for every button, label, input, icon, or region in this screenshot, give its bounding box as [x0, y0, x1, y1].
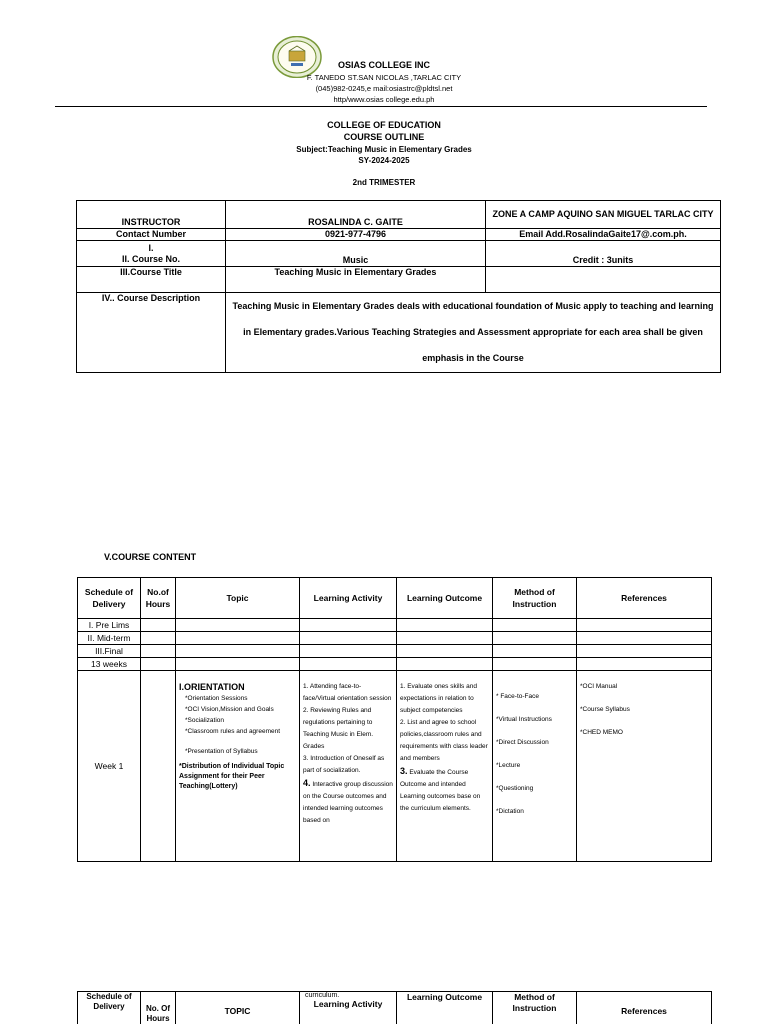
col-schedule: Schedule of Delivery	[78, 992, 141, 1024]
method-item: * Face-to-Face	[496, 693, 539, 700]
outcome-item	[400, 765, 489, 815]
subject-line: Subject:Teaching Music in Elementary Grades	[296, 145, 472, 154]
method-item: *Lecture	[496, 762, 521, 769]
method-item: *Direct Discussion	[496, 739, 549, 746]
outcome-number: 3.	[400, 766, 408, 776]
topic-item: *Classroom rules and agreement	[185, 728, 281, 735]
course-content-table	[77, 577, 712, 862]
col-topic: TOPIC	[176, 992, 300, 1024]
topic-distribution: *Distribution of Individual Topic Assignment for their Peer Teaching(Lottery)	[179, 763, 285, 790]
col-hours: No.of Hours	[141, 578, 176, 619]
credit-value: Credit : 3units	[486, 241, 721, 267]
activity-item: 1. Attending face-to-face/Virtual orientation session	[303, 683, 392, 702]
email-value: Email Add.RosalindaGaite17@.com.ph.	[486, 229, 721, 241]
col-method: Method of Instruction	[493, 992, 577, 1024]
course-info-table	[76, 200, 721, 373]
activity-item: 3. Introduction of Oneself as part of socialization.	[303, 755, 385, 774]
course-no-label: II. Course No.	[121, 253, 180, 264]
schedule-final: III.Final	[78, 645, 141, 658]
outcome-item: 1. Evaluate ones skills and expectations in relation to subject competencies	[400, 683, 477, 714]
topic-item: *Socialization	[185, 717, 225, 724]
col-references: References	[577, 578, 712, 619]
label-i: I.	[148, 242, 154, 253]
course-content-table-continued	[77, 991, 712, 1024]
outcome-item: 2. List and agree to school policies,classroom rules and requirements with class leader and members	[400, 719, 488, 762]
col-schedule: Schedule of Delivery	[78, 578, 141, 619]
activity-item	[303, 777, 393, 827]
school-website: http/www.osias college.edu.ph	[333, 95, 435, 104]
week-1-activity	[300, 671, 397, 862]
week-1-methods	[493, 671, 577, 862]
week-1-topic	[176, 671, 300, 862]
col-method: Method of Instruction	[493, 578, 577, 619]
contact-label: Contact Number	[77, 229, 226, 241]
col-outcome: Learning Outcome	[397, 578, 493, 619]
activity-header: Learning Activity	[313, 999, 383, 1009]
activity-text: Interactive group discussion on the Course outcomes and intended learning outcomes based on	[303, 781, 393, 824]
schedule-prelims: I. Pre Lims	[78, 619, 141, 632]
reference-item: *CHED MEMO	[580, 729, 623, 736]
topic-item: *OCI Vision,Mission and Goals	[185, 706, 274, 713]
topic-title: I.ORIENTATION	[179, 682, 245, 692]
week-1-label: Week 1	[78, 671, 141, 862]
method-item: *Dictation	[496, 808, 524, 815]
course-content-heading: V.COURSE CONTENT	[104, 552, 197, 562]
school-contact: (045)982-0245,e mail:osiastrc@pldtsl.net	[315, 84, 453, 93]
school-year: SY-2024-2025	[358, 156, 410, 165]
header-divider	[55, 106, 707, 107]
course-title-value: Teaching Music in Elementary Grades	[226, 267, 486, 293]
activity-number: 4.	[303, 778, 311, 788]
instructor-address: ZONE A CAMP AQUINO SAN MIGUEL TARLAC CITY	[486, 201, 721, 229]
course-title-label: III.Course Title	[77, 267, 226, 293]
schedule-midterm: II. Mid-term	[78, 632, 141, 645]
week-1-outcome	[397, 671, 493, 862]
method-item: *Virtual Instructions	[496, 716, 552, 723]
instructor-value: ROSALINDA C. GAITE	[226, 201, 486, 229]
week-1-references	[577, 671, 712, 862]
col-outcome: Learning Outcome	[397, 992, 493, 1024]
method-item: *Questioning	[496, 785, 534, 792]
col-references: References	[577, 992, 712, 1024]
col-activity	[300, 992, 397, 1024]
document-type: COURSE OUTLINE	[343, 132, 425, 142]
col-topic: Topic	[176, 578, 300, 619]
activity-item: 2. Reviewing Rules and regulations pertaining to Teaching Music in Elem. Grades	[303, 707, 374, 750]
col-activity: Learning Activity	[300, 578, 397, 619]
contact-value: 0921-977-4796	[226, 229, 486, 241]
course-no-cell	[77, 241, 226, 267]
outcome-text: Evaluate the Course Outcome and intended Learning outcomes base on the curriculum elements.	[400, 769, 481, 812]
topic-item: *Orientation Sessions	[185, 695, 248, 702]
instructor-label: INSTRUCTOR	[77, 201, 226, 229]
continued-text: curriculum.	[305, 992, 340, 999]
school-address: F. TANEDO ST.SAN NICOLAS ,TARLAC CITY	[306, 73, 462, 82]
col-hours: No. Of Hours	[141, 992, 176, 1024]
schedule-weeks: 13 weeks	[78, 658, 141, 671]
reference-item: *OCI Manual	[580, 683, 618, 690]
reference-item: *Course Syllabus	[580, 706, 630, 713]
course-desc-label: IV.. Course Description	[77, 293, 226, 373]
college-name: COLLEGE OF EDUCATION	[327, 120, 441, 130]
topic-item: *Presentation of Syllabus	[185, 748, 258, 755]
school-name: OSIAS COLLEGE INC	[337, 60, 430, 70]
college-seal-logo	[272, 36, 322, 78]
course-no-value: Music	[226, 241, 486, 267]
trimester: 2nd TRIMESTER	[352, 178, 416, 187]
course-desc-value: Teaching Music in Elementary Grades deals with educational foundation of Music apply to teaching and learning in Elementary grades.Various Teaching Strategies and Assessment appropriate for each area shall be given emphasis in the Course	[226, 293, 721, 373]
